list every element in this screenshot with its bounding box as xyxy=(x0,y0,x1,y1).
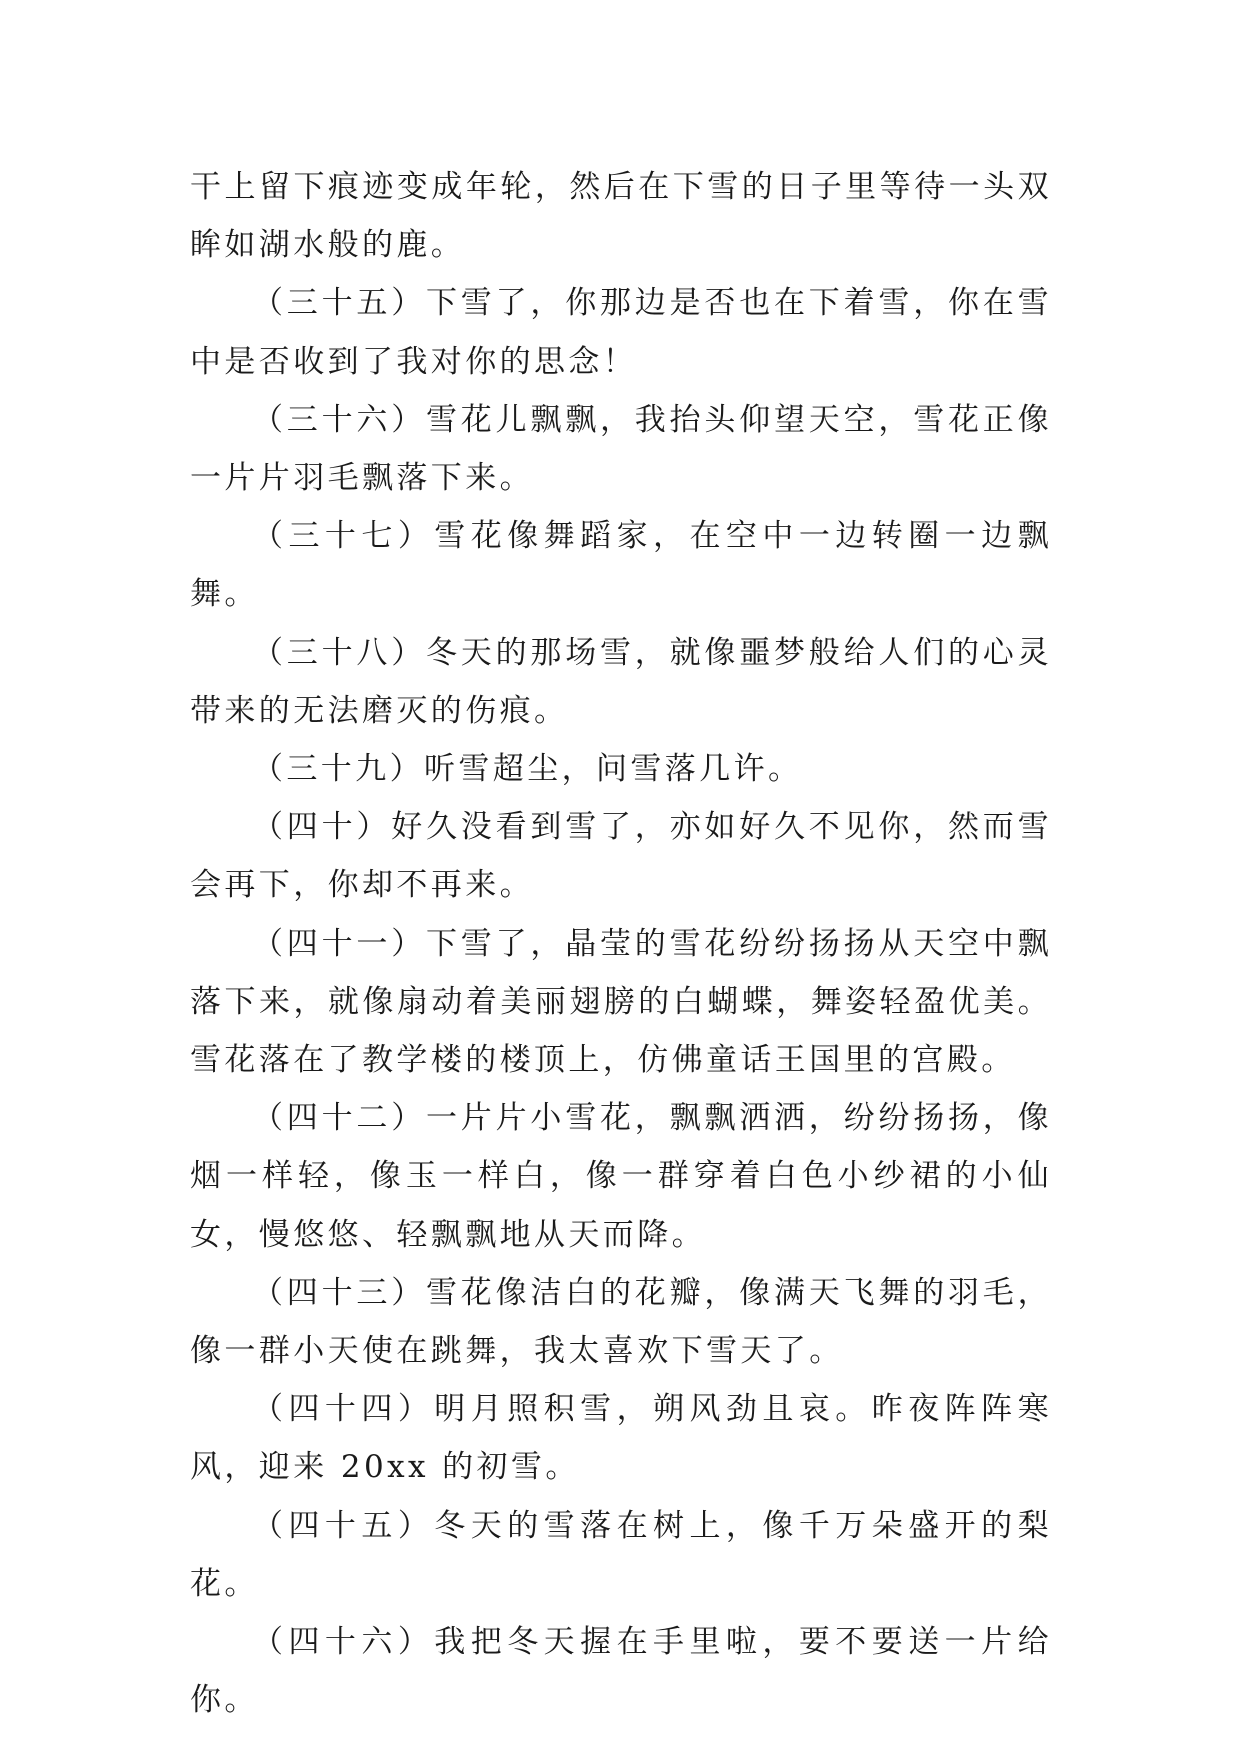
paragraph-42: （四十二）一片片小雪花，飘飘洒洒，纷纷扬扬，像烟一样轻，像玉一样白，像一群穿着白色小纱裙的小仙女，慢悠悠、轻飘飘地从天而降。 xyxy=(190,1100,1052,1253)
document-page xyxy=(190,158,1052,1729)
paragraph-38: （三十八）冬天的那场雪，就像噩梦般给人们的心灵带来的无法磨灭的伤痕。 xyxy=(190,634,1052,729)
paragraph-39: （三十九）听雪超尘，问雪落几许。 xyxy=(252,751,803,788)
paragraph-41: （四十一）下雪了，晶莹的雪花纷纷扬扬从天空中飘落下来，就像扇动着美丽翅膀的白蝴蝶，舞姿轻盈优美。雪花落在了教学楼的楼顶上，仿佛童话王国里的宫殿。 xyxy=(190,925,1052,1079)
paragraph-40: （四十）好久没看到雪了，亦如好久不见你，然而雪会再下，你却不再来。 xyxy=(190,809,1052,904)
paragraph-44: （四十四）明月照积雪，朔风劲且哀。昨夜阵阵寒风，迎来 20xx 的初雪。 xyxy=(190,1391,1052,1486)
paragraph-46: （四十六）我把冬天握在手里啦，要不要送一片给你。 xyxy=(190,1624,1052,1719)
paragraph-45: （四十五）冬天的雪落在树上，像千万朵盛开的梨花。 xyxy=(190,1507,1052,1602)
paragraph-35: （三十五）下雪了，你那边是否也在下着雪，你在雪中是否收到了我对你的思念！ xyxy=(190,285,1052,380)
paragraph-43: （四十三）雪花像洁白的花瓣，像满天飞舞的羽毛，像一群小天使在跳舞，我太喜欢下雪天了。 xyxy=(190,1274,1052,1370)
paragraph-36: （三十六）雪花儿飘飘，我抬头仰望天空，雪花正像一片片羽毛飘落下来。 xyxy=(190,401,1052,497)
paragraph-continuation: 干上留下痕迹变成年轮，然后在下雪的日子里等待一头双眸如湖水般的鹿。 xyxy=(190,169,1052,264)
paragraph-37: （三十七）雪花像舞蹈家，在空中一边转圈一边飘舞。 xyxy=(190,518,1052,613)
